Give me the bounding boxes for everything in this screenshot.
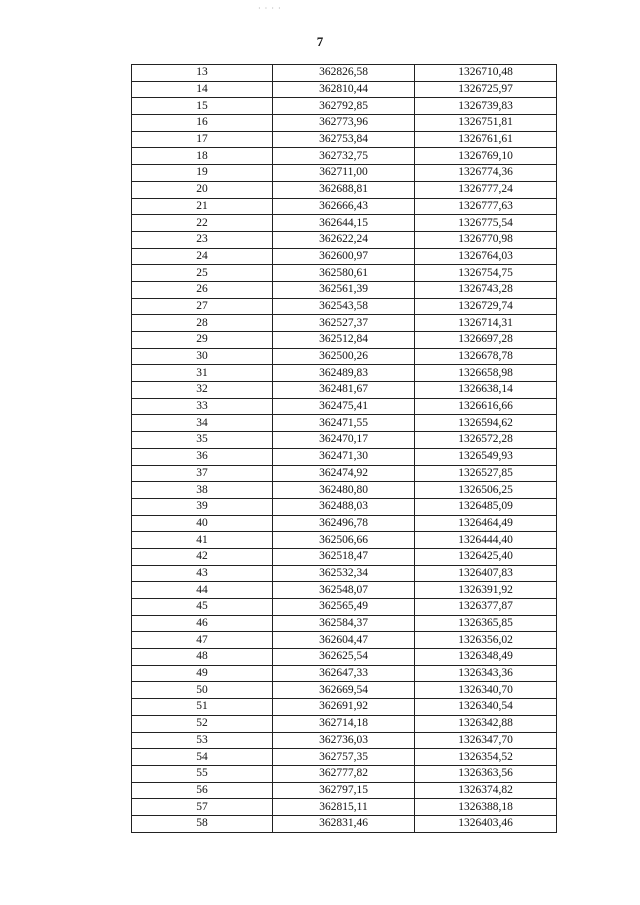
table-row [132, 248, 557, 265]
x-coordinate-cell: 362736,03 [273, 732, 415, 749]
y-coordinate-cell: 1326347,70 [415, 732, 557, 749]
y-coordinate-cell: 1326363,56 [415, 765, 557, 782]
y-coordinate-cell: 1326774,36 [415, 165, 557, 182]
point-number-cell: 52 [132, 715, 273, 732]
point-number-cell: 55 [132, 765, 273, 782]
y-coordinate-cell: 1326464,49 [415, 515, 557, 532]
y-coordinate-cell: 1326769,10 [415, 148, 557, 165]
table-row [132, 498, 557, 515]
x-coordinate-cell: 362757,35 [273, 749, 415, 766]
x-coordinate-cell: 362604,47 [273, 632, 415, 649]
table-row [132, 81, 557, 98]
y-coordinate-cell: 1326388,18 [415, 799, 557, 816]
y-coordinate-cell: 1326729,74 [415, 298, 557, 315]
point-number-cell: 17 [132, 131, 273, 148]
y-coordinate-cell: 1326444,40 [415, 532, 557, 549]
x-coordinate-cell: 362831,46 [273, 815, 415, 832]
x-coordinate-cell: 362711,00 [273, 165, 415, 182]
table-row [132, 599, 557, 616]
table-row [132, 198, 557, 215]
y-coordinate-cell: 1326764,03 [415, 248, 557, 265]
point-number-cell: 19 [132, 165, 273, 182]
coordinates-table-body [132, 65, 557, 833]
x-coordinate-cell: 362580,61 [273, 265, 415, 282]
x-coordinate-cell: 362797,15 [273, 782, 415, 799]
point-number-cell: 48 [132, 649, 273, 666]
table-row [132, 98, 557, 115]
point-number-cell: 20 [132, 181, 273, 198]
point-number-cell: 42 [132, 548, 273, 565]
table-row [132, 215, 557, 232]
table-row [132, 398, 557, 415]
y-coordinate-cell: 1326678,78 [415, 348, 557, 365]
y-coordinate-cell: 1326356,02 [415, 632, 557, 649]
point-number-cell: 22 [132, 215, 273, 232]
y-coordinate-cell: 1326777,24 [415, 181, 557, 198]
table-row [132, 799, 557, 816]
table-row [132, 332, 557, 349]
y-coordinate-cell: 1326739,83 [415, 98, 557, 115]
point-number-cell: 34 [132, 415, 273, 432]
x-coordinate-cell: 362471,55 [273, 415, 415, 432]
point-number-cell: 35 [132, 432, 273, 449]
x-coordinate-cell: 362600,97 [273, 248, 415, 265]
x-coordinate-cell: 362480,80 [273, 482, 415, 499]
point-number-cell: 51 [132, 699, 273, 716]
point-number-cell: 25 [132, 265, 273, 282]
y-coordinate-cell: 1326391,92 [415, 582, 557, 599]
y-coordinate-cell: 1326348,49 [415, 649, 557, 666]
table-row [132, 348, 557, 365]
table-row [132, 465, 557, 482]
point-number-cell: 58 [132, 815, 273, 832]
y-coordinate-cell: 1326340,54 [415, 699, 557, 716]
table-row [132, 815, 557, 832]
y-coordinate-cell: 1326770,98 [415, 231, 557, 248]
table-row [132, 749, 557, 766]
y-coordinate-cell: 1326761,61 [415, 131, 557, 148]
point-number-cell: 50 [132, 682, 273, 699]
table-row [132, 582, 557, 599]
x-coordinate-cell: 362815,11 [273, 799, 415, 816]
x-coordinate-cell: 362691,92 [273, 699, 415, 716]
point-number-cell: 23 [132, 231, 273, 248]
y-coordinate-cell: 1326616,66 [415, 398, 557, 415]
x-coordinate-cell: 362666,43 [273, 198, 415, 215]
table-row [132, 115, 557, 132]
table-row [132, 665, 557, 682]
point-number-cell: 44 [132, 582, 273, 599]
y-coordinate-cell: 1326485,09 [415, 498, 557, 515]
point-number-cell: 16 [132, 115, 273, 132]
point-number-cell: 32 [132, 382, 273, 399]
point-number-cell: 43 [132, 565, 273, 582]
point-number-cell: 21 [132, 198, 273, 215]
point-number-cell: 30 [132, 348, 273, 365]
point-number-cell: 14 [132, 81, 273, 98]
point-number-cell: 47 [132, 632, 273, 649]
y-coordinate-cell: 1326754,75 [415, 265, 557, 282]
y-coordinate-cell: 1326725,97 [415, 81, 557, 98]
x-coordinate-cell: 362506,66 [273, 532, 415, 549]
point-number-cell: 18 [132, 148, 273, 165]
y-coordinate-cell: 1326549,93 [415, 448, 557, 465]
x-coordinate-cell: 362622,24 [273, 231, 415, 248]
table-row [132, 65, 557, 82]
table-row [132, 515, 557, 532]
table-row [132, 732, 557, 749]
y-coordinate-cell: 1326697,28 [415, 332, 557, 349]
table-row [132, 231, 557, 248]
y-coordinate-cell: 1326403,46 [415, 815, 557, 832]
x-coordinate-cell: 362532,34 [273, 565, 415, 582]
x-coordinate-cell: 362792,85 [273, 98, 415, 115]
table-row [132, 382, 557, 399]
y-coordinate-cell: 1326658,98 [415, 365, 557, 382]
table-row [132, 165, 557, 182]
y-coordinate-cell: 1326714,31 [415, 315, 557, 332]
table-row [132, 715, 557, 732]
page-number: 7 [316, 34, 324, 49]
table-row [132, 782, 557, 799]
y-coordinate-cell: 1326710,48 [415, 65, 557, 82]
x-coordinate-cell: 362773,96 [273, 115, 415, 132]
point-number-cell: 46 [132, 615, 273, 632]
x-coordinate-cell: 362496,78 [273, 515, 415, 532]
x-coordinate-cell: 362732,75 [273, 148, 415, 165]
table-row [132, 699, 557, 716]
coordinates-table [131, 64, 557, 833]
y-coordinate-cell: 1326572,28 [415, 432, 557, 449]
y-coordinate-cell: 1326340,70 [415, 682, 557, 699]
table-row [132, 281, 557, 298]
y-coordinate-cell: 1326374,82 [415, 782, 557, 799]
point-number-cell: 54 [132, 749, 273, 766]
y-coordinate-cell: 1326751,81 [415, 115, 557, 132]
x-coordinate-cell: 362470,17 [273, 432, 415, 449]
point-number-cell: 41 [132, 532, 273, 549]
table-row [132, 148, 557, 165]
point-number-cell: 31 [132, 365, 273, 382]
point-number-cell: 45 [132, 599, 273, 616]
y-coordinate-cell: 1326343,36 [415, 665, 557, 682]
table-row [132, 298, 557, 315]
y-coordinate-cell: 1326342,88 [415, 715, 557, 732]
table-row [132, 548, 557, 565]
x-coordinate-cell: 362647,33 [273, 665, 415, 682]
x-coordinate-cell: 362481,67 [273, 382, 415, 399]
table-row [132, 649, 557, 666]
point-number-cell: 36 [132, 448, 273, 465]
x-coordinate-cell: 362488,03 [273, 498, 415, 515]
x-coordinate-cell: 362475,41 [273, 398, 415, 415]
point-number-cell: 33 [132, 398, 273, 415]
x-coordinate-cell: 362777,82 [273, 765, 415, 782]
x-coordinate-cell: 362543,58 [273, 298, 415, 315]
y-coordinate-cell: 1326377,87 [415, 599, 557, 616]
point-number-cell: 28 [132, 315, 273, 332]
y-coordinate-cell: 1326777,63 [415, 198, 557, 215]
x-coordinate-cell: 362826,58 [273, 65, 415, 82]
x-coordinate-cell: 362527,37 [273, 315, 415, 332]
point-number-cell: 53 [132, 732, 273, 749]
point-number-cell: 24 [132, 248, 273, 265]
y-coordinate-cell: 1326506,25 [415, 482, 557, 499]
point-number-cell: 13 [132, 65, 273, 82]
point-number-cell: 15 [132, 98, 273, 115]
point-number-cell: 29 [132, 332, 273, 349]
table-row [132, 615, 557, 632]
x-coordinate-cell: 362500,26 [273, 348, 415, 365]
x-coordinate-cell: 362548,07 [273, 582, 415, 599]
y-coordinate-cell: 1326365,85 [415, 615, 557, 632]
y-coordinate-cell: 1326425,40 [415, 548, 557, 565]
x-coordinate-cell: 362688,81 [273, 181, 415, 198]
x-coordinate-cell: 362584,37 [273, 615, 415, 632]
x-coordinate-cell: 362518,47 [273, 548, 415, 565]
x-coordinate-cell: 362669,54 [273, 682, 415, 699]
y-coordinate-cell: 1326775,54 [415, 215, 557, 232]
point-number-cell: 49 [132, 665, 273, 682]
table-row [132, 482, 557, 499]
point-number-cell: 57 [132, 799, 273, 816]
x-coordinate-cell: 362714,18 [273, 715, 415, 732]
table-row [132, 315, 557, 332]
table-row [132, 181, 557, 198]
y-coordinate-cell: 1326407,83 [415, 565, 557, 582]
scan-artifact-top: · · · · [258, 4, 282, 13]
point-number-cell: 37 [132, 465, 273, 482]
table-row [132, 532, 557, 549]
x-coordinate-cell: 362512,84 [273, 332, 415, 349]
x-coordinate-cell: 362561,39 [273, 281, 415, 298]
x-coordinate-cell: 362753,84 [273, 131, 415, 148]
table-row [132, 415, 557, 432]
point-number-cell: 27 [132, 298, 273, 315]
y-coordinate-cell: 1326527,85 [415, 465, 557, 482]
table-row [132, 448, 557, 465]
x-coordinate-cell: 362471,30 [273, 448, 415, 465]
point-number-cell: 56 [132, 782, 273, 799]
x-coordinate-cell: 362625,54 [273, 649, 415, 666]
table-row [132, 632, 557, 649]
x-coordinate-cell: 362489,83 [273, 365, 415, 382]
table-row [132, 565, 557, 582]
table-row [132, 365, 557, 382]
table-row [132, 432, 557, 449]
y-coordinate-cell: 1326638,14 [415, 382, 557, 399]
x-coordinate-cell: 362810,44 [273, 81, 415, 98]
x-coordinate-cell: 362474,92 [273, 465, 415, 482]
y-coordinate-cell: 1326743,28 [415, 281, 557, 298]
point-number-cell: 26 [132, 281, 273, 298]
x-coordinate-cell: 362565,49 [273, 599, 415, 616]
y-coordinate-cell: 1326354,52 [415, 749, 557, 766]
table-row [132, 265, 557, 282]
x-coordinate-cell: 362644,15 [273, 215, 415, 232]
point-number-cell: 40 [132, 515, 273, 532]
table-row [132, 765, 557, 782]
point-number-cell: 38 [132, 482, 273, 499]
point-number-cell: 39 [132, 498, 273, 515]
y-coordinate-cell: 1326594,62 [415, 415, 557, 432]
table-row [132, 131, 557, 148]
table-row [132, 682, 557, 699]
